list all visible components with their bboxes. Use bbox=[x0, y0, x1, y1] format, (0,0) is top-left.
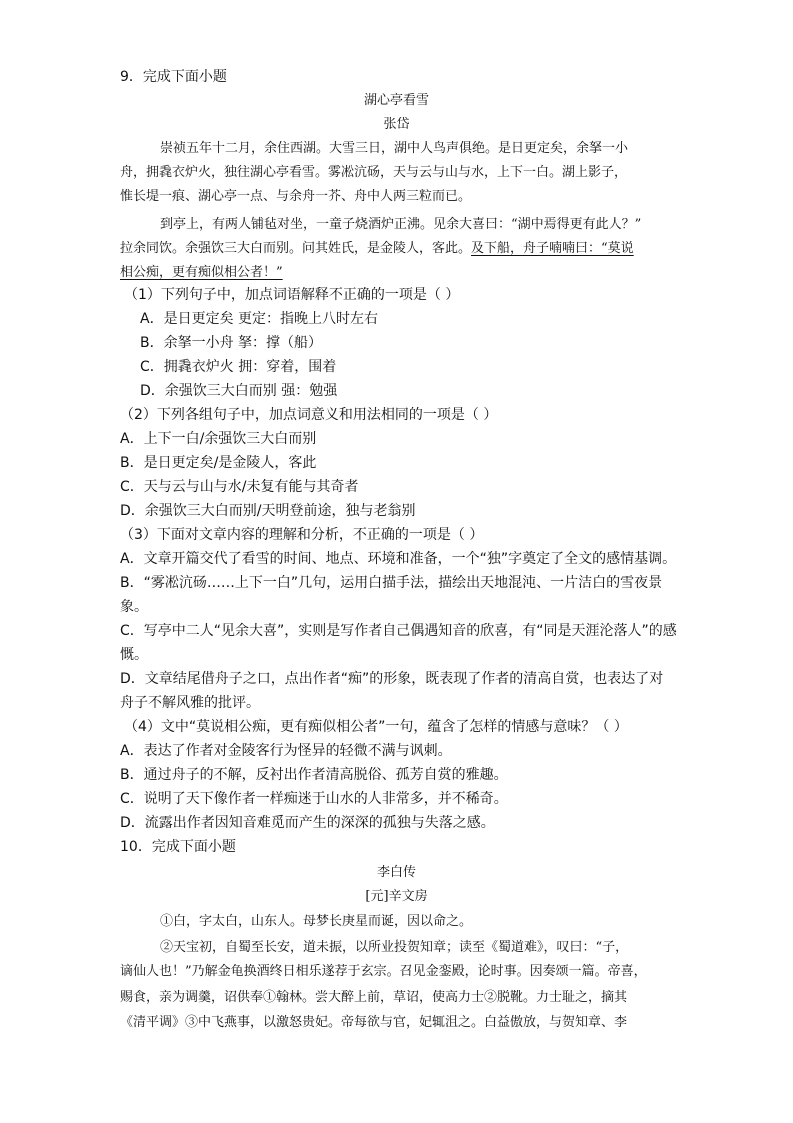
underlined-sentence: 相公痴，更有痴似相公者！” bbox=[120, 265, 283, 280]
passage-line: ①白，字太白，山东人。母梦长庚星而诞，因以命之。 bbox=[160, 914, 473, 929]
sub-question-2-stem: （2）下列各组句子中，加点词意义和用法相同的一项是（ ） bbox=[120, 407, 498, 423]
sub-question-4-stem: （4）文中“莫说相公痴，更有痴似相公者”一句，蕴含了怎样的情感与意味？（ ） bbox=[124, 719, 628, 735]
sub-question-1-stem: （1）下列句子中，加点词语解释不正确的一项是（ ） bbox=[124, 287, 460, 303]
option-b: B．是日更定矣/是金陵人，客此 bbox=[120, 455, 317, 471]
option-d: D．流露出作者因知音难觅而产生的深深的孤独与失落之感。 bbox=[120, 815, 495, 831]
option-b-continued: 象。 bbox=[120, 599, 148, 615]
passage-line: ②天宝初，自蜀至长安，道未振，以所业投贺知章；读至《蜀道难》，叹曰：“子， bbox=[160, 940, 629, 955]
option-b: B．通过舟子的不解，反衬出作者清高脱俗、孤芳自赏的雅趣。 bbox=[120, 767, 508, 783]
passage-author: [元]辛文房 bbox=[365, 889, 428, 904]
question-9-heading: 9．完成下面小题 bbox=[120, 69, 227, 85]
option-b: B．余拏一小舟 拏：撑（船） bbox=[140, 335, 323, 351]
option-a: A．表达了作者对金陵客行为怪异的轻微不满与讽刺。 bbox=[120, 743, 452, 759]
question-10-heading: 10．完成下面小题 bbox=[120, 839, 236, 855]
passage-author: 张岱 bbox=[383, 117, 410, 132]
option-d: D．文章结尾借舟子之口，点出作者“痴”的形象，既表现了作者的清高自赏，也表达了对 bbox=[120, 671, 664, 687]
option-b: B．“雾凇沆砀……上下一白”几句，运用白描手法，描绘出天地混沌、一片洁白的雪夜景 bbox=[120, 575, 663, 591]
underlined-sentence: 及下船，舟子喃喃曰：“莫说 bbox=[471, 241, 634, 256]
passage-line: 到亭上，有两人铺毡对坐，一童子烧酒炉正沸。见余大喜曰：“湖中焉得更有此人？” bbox=[160, 217, 642, 232]
option-a: A．上下一白/余强饮三大白而别 bbox=[120, 431, 317, 447]
passage-line: 舟，拥毳衣炉火，独往湖心亭看雪。雾凇沆砀，天与云与山与水，上下一白。湖上影子， bbox=[120, 165, 628, 180]
option-c-continued: 慨。 bbox=[120, 647, 148, 663]
option-c: C．写亭中二人“见余大喜”，实则是写作者自己偶遇知音的欣喜，有“同是天涯沦落人”的感 bbox=[120, 623, 677, 639]
option-a: A．是日更定矣 更定：指晚上八时左右 bbox=[140, 311, 379, 327]
option-d: D．余强饮三大白而别 强：勉强 bbox=[140, 383, 338, 399]
passage-line bbox=[120, 239, 634, 259]
passage-title: 李白传 bbox=[376, 865, 416, 880]
passage-line bbox=[120, 263, 283, 283]
passage-line: 崇祯五年十二月，余住西湖。大雪三日，湖中人鸟声俱绝。是日更定矣，余拏一小 bbox=[160, 141, 629, 156]
passage-line: 《清平调》③中飞燕事，以激怒贵妃。帝每欲与官，妃辄沮之。白益傲放，与贺知章、李 bbox=[120, 1015, 628, 1030]
passage-text: 拉余同饮。余强饮三大白而别。问其姓氏，是金陵人，客此。 bbox=[120, 241, 472, 256]
option-d: D．余强饮三大白而别/天明登前途，独与老翁别 bbox=[120, 503, 416, 519]
option-c: C．天与云与山与水/未复有能与其奇者 bbox=[120, 479, 359, 495]
passage-line: 谪仙人也！”乃解金龟换酒终日相乐遂荐于玄宗。召见金銮殿，论时事。因奏颂一篇。帝喜， bbox=[120, 964, 647, 979]
option-c: C．说明了天下像作者一样痴迷于山水的人非常多，并不稀奇。 bbox=[120, 791, 508, 807]
sub-question-3-stem: （3）下面对文章内容的理解和分析，不正确的一项是（ ） bbox=[120, 527, 484, 543]
option-a: A．文章开篇交代了看雪的时间、地点、环境和准备，一个“独”字奠定了全文的感情基调。 bbox=[120, 551, 677, 567]
option-d-continued: 舟子不解风雅的批评。 bbox=[120, 695, 260, 711]
passage-line: 惟长堤一痕、湖心亭一点、与余舟一芥、舟中人两三粒而已。 bbox=[120, 189, 472, 204]
passage-title: 湖心亭看雪 bbox=[363, 93, 429, 108]
passage-line: 赐食，亲为调羹，诏供奉①翰林。尝大醉上前，草诏，使高力士②脱靴。力士耻之，摘其 bbox=[120, 990, 628, 1005]
option-c: C．拥毳衣炉火 拥：穿着，围着 bbox=[140, 359, 337, 375]
